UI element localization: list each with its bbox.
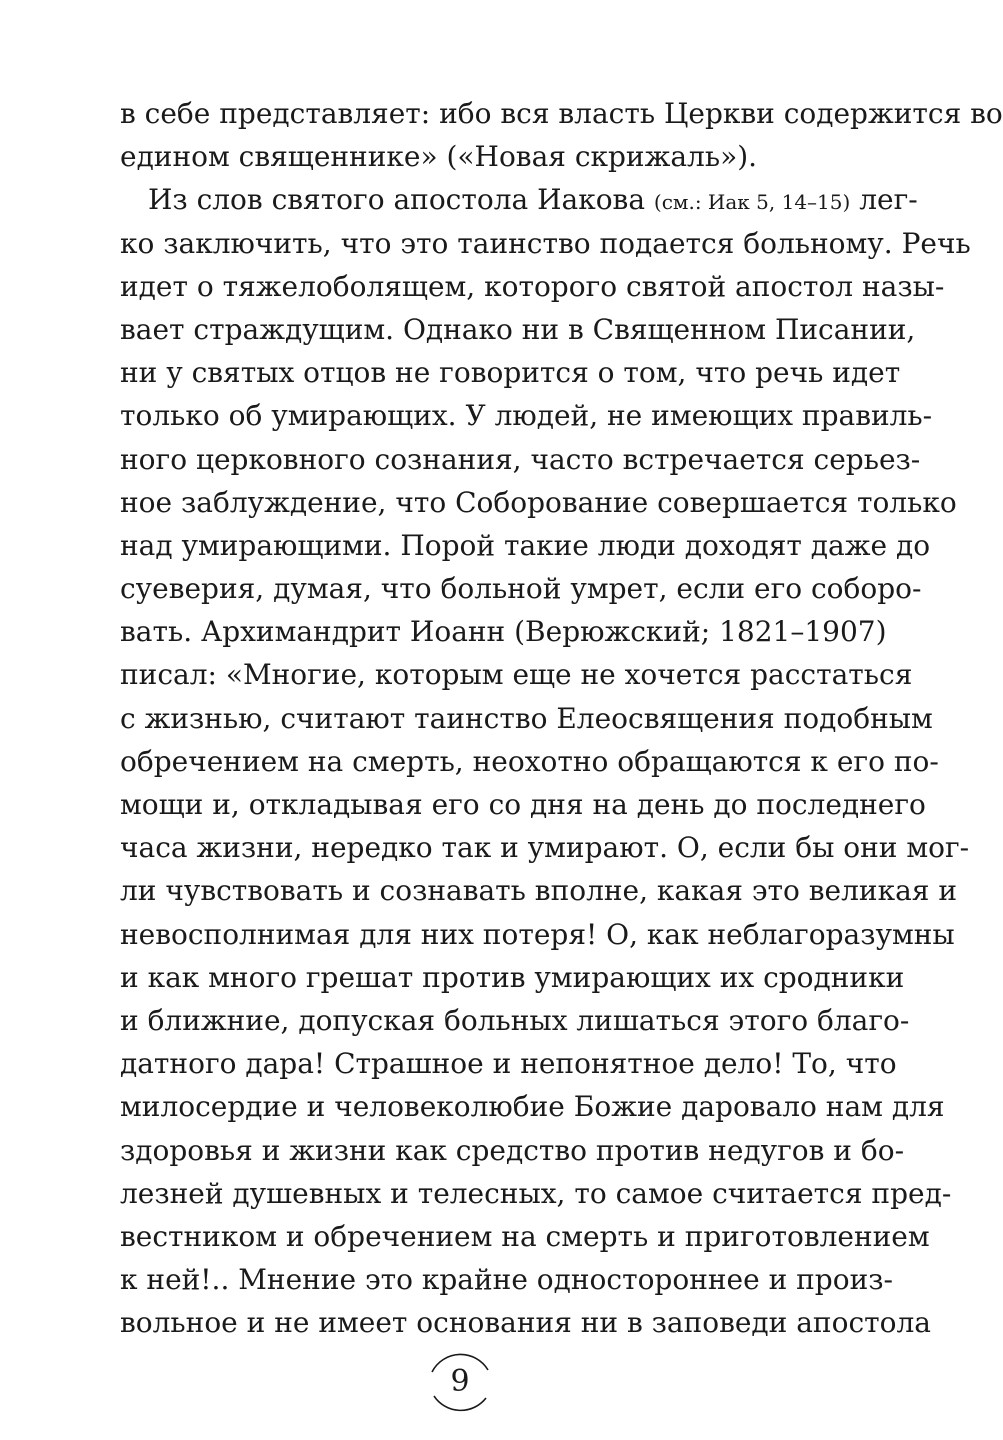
text-line: милосердие и человеколюбие Божие даровало нам для [120, 1090, 945, 1124]
text-line: часа жизни, нередко так и умирают. О, если бы они мог- [120, 831, 970, 865]
text-line: ни у святых отцов не говорится о том, что речь идет [120, 356, 901, 390]
text-segment: Из слов святого апостола Иакова [148, 183, 646, 217]
text-line [120, 178, 918, 221]
text-line: вать. Архимандрит Иоанн (Верюжский; 1821–1907) [120, 615, 887, 649]
text-segment: лег- [859, 183, 918, 217]
text-line: ное заблуждение, что Соборование совершается только [120, 485, 957, 519]
text-line: невосполнимая для них потеря! О, как неблагоразумны [120, 917, 955, 951]
text-line: ли чувствовать и сознавать вполне, какая это великая и [120, 874, 957, 908]
text-line: вестником и обречением на смерть и приготовлением [120, 1219, 930, 1253]
text-line: едином священнике» («Новая скрижаль»). [120, 140, 758, 174]
text-line: вольное и не имеет основания ни в заповеди апостола [120, 1306, 931, 1340]
page-number-ornament [420, 1342, 500, 1422]
text-line: и как много грешат против умирающих их сродники [120, 960, 905, 994]
text-line: только об умирающих. У людей, не имеющих правиль- [120, 399, 933, 433]
text-line: суеверия, думая, что больной умрет, если его соборо- [120, 572, 922, 606]
text-line: датного дара! Страшное и непонятное дело! То, что [120, 1047, 897, 1081]
body-text [120, 92, 1003, 1344]
text-line: идет о тяжелоболящем, которого святой апостол назы- [120, 269, 945, 303]
text-line: лезней душевных и телесных, то самое считается пред- [120, 1176, 952, 1210]
text-line: к ней!.. Мнение это крайне одностороннее и произ- [120, 1263, 893, 1297]
text-line: и ближние, допуская больных лишаться этого благо- [120, 1003, 910, 1037]
text-line: в себе представляет: ибо вся власть Церкви содержится во [120, 97, 1003, 130]
page-number: 9 [450, 1364, 470, 1399]
text-line: обречением на смерть, неохотно обращаются к его по- [120, 744, 939, 778]
text-line: с жизнью, считают таинство Елеосвящения подобным [120, 701, 933, 735]
text-line: ного церковного сознания, часто встречается серьез- [120, 442, 921, 476]
text-line: вает страждущим. Однако ни в Священном Писании, [120, 312, 916, 346]
text-line: ко заключить, что это таинство подается больному. Речь [120, 226, 971, 260]
text-line: мощи и, откладывая его со дня на день до последнего [120, 788, 926, 821]
text-line: над умирающими. Порой такие люди доходят даже до [120, 528, 931, 562]
text-line: писал: «Многие, которым еще не хочется расстаться [120, 658, 913, 692]
scripture-reference: (см.: Иак 5, 14–15) [653, 190, 851, 215]
text-line: здоровья и жизни как средство против недугов и бо- [120, 1133, 905, 1167]
